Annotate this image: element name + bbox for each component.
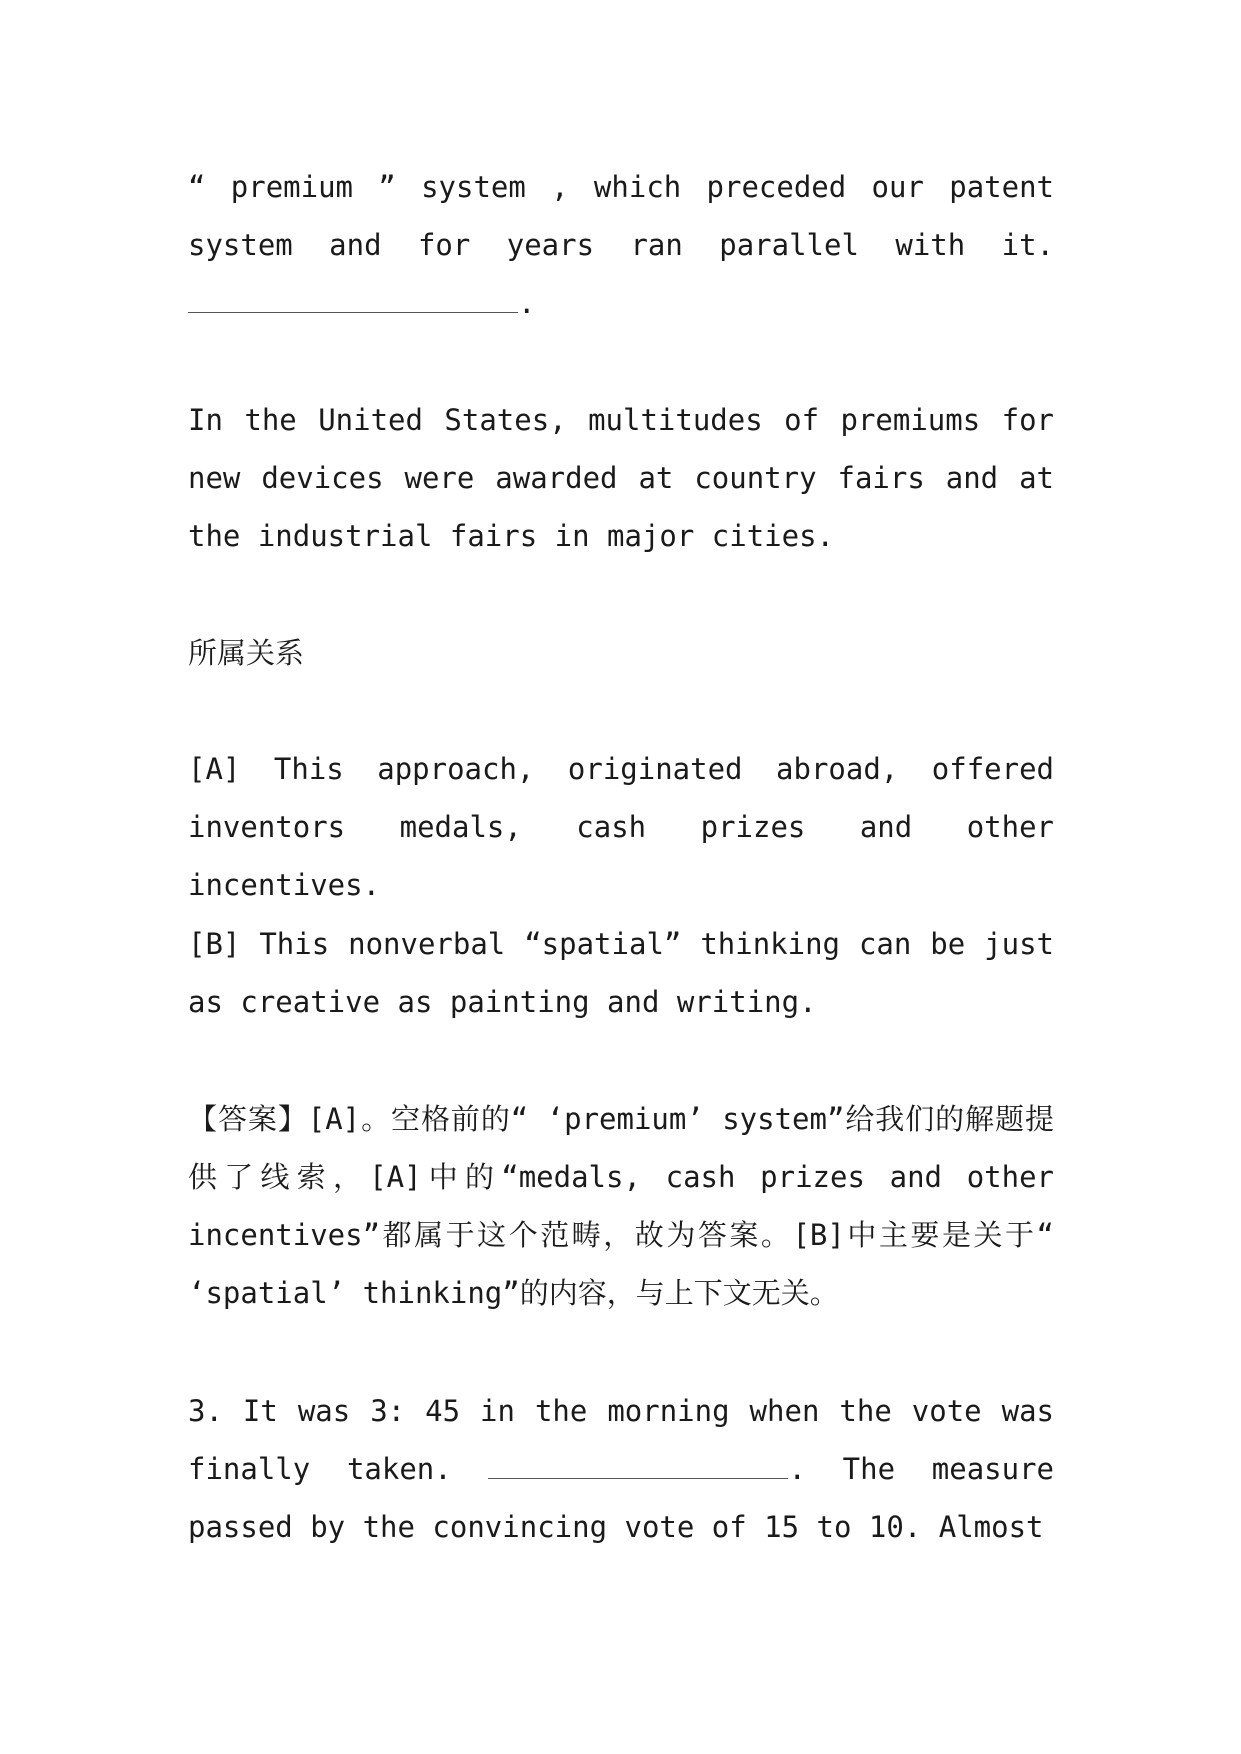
section-heading: 所属关系: [188, 636, 305, 670]
paragraph-premium-system: [188, 158, 1054, 332]
answer-explanation: 【答案】[A]。空格前的“ ‘premium’ system”给我们的解题提供了线索，[A]中的“medals, cash prizes and other incentives”都属于这个范畴，故为答案。[B]中主要是关于“ ‘spatial’ thinking”的内容，与上下文无关。: [188, 1102, 1054, 1310]
paragraph-united-states: In the United States, multitudes of premiums for new devices were awarded at country fairs and at the industrial fairs in major cities.: [188, 403, 1054, 553]
blank-period: .: [518, 286, 536, 320]
option-a: [A] This approach, originated abroad, offered inventors medals, cash prizes and other incentives.: [188, 752, 1054, 902]
question-3-text-before: 3. It was 3: 45 in the morning when the vote was finally taken.: [188, 1394, 1054, 1486]
question-3: [188, 1382, 1054, 1556]
paragraph-premium-system-text: “ premium ” system , which preceded our patent system and for years ran parallel with it.: [188, 170, 1054, 262]
fill-in-blank[interactable]: [488, 1454, 788, 1479]
question-3-text-after: . The measure passed by the convincing vote of 15 to 10. Almost: [188, 1452, 1054, 1544]
option-b: [B] This nonverbal “spatial” thinking can be just as creative as painting and writing.: [188, 927, 1054, 1019]
fill-in-blank[interactable]: [188, 288, 518, 313]
